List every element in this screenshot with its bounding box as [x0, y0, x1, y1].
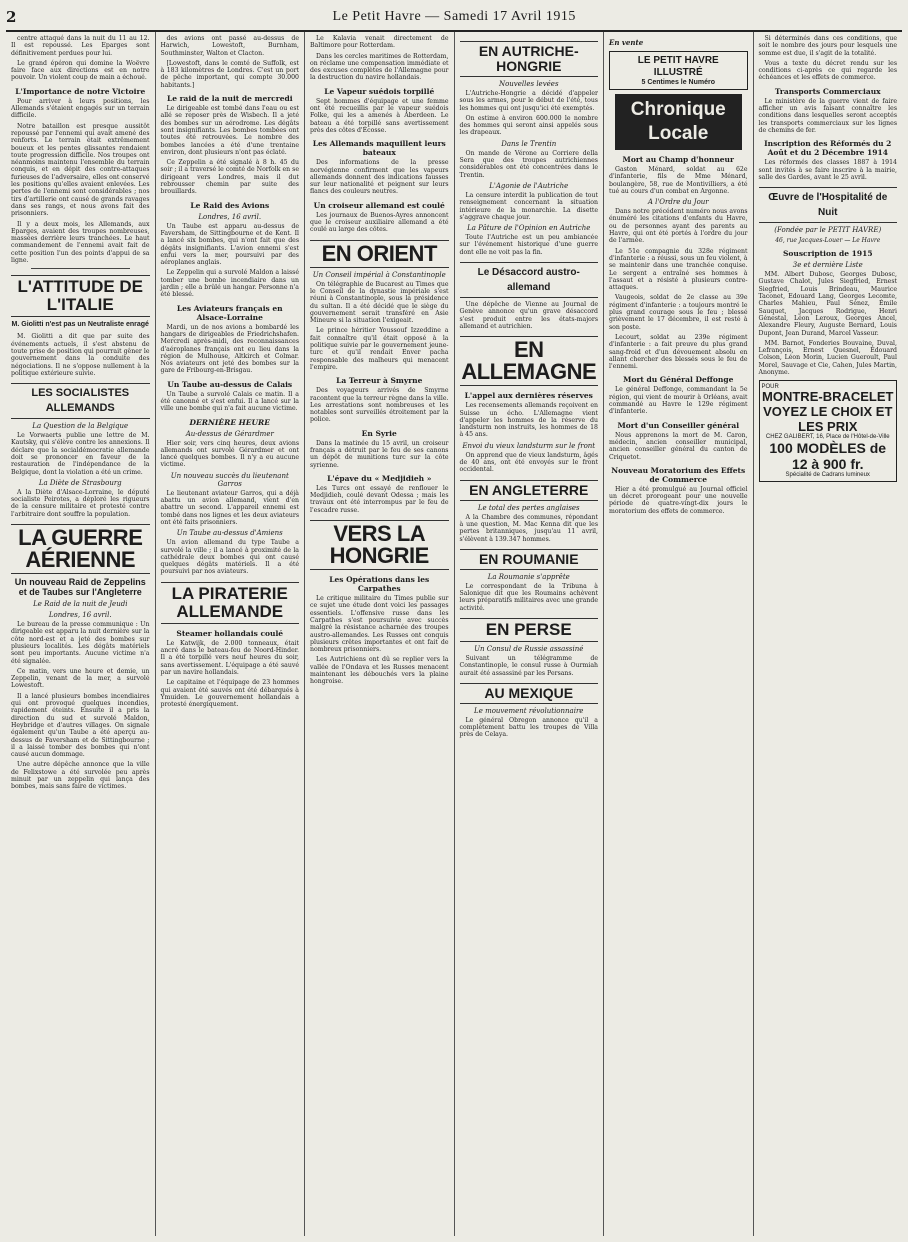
subheading: Le Raid de la nuit de Jeudi [33, 600, 128, 609]
section-heading: Les Aviateurs français en Alsace-Lorraine [176, 303, 283, 322]
article-text: Ce matin, vers une heure et demie, un Zeppelin, venant de la mer, a survolé Lowestoft. [11, 667, 150, 690]
article-text: On mande de Vérone au Corriere della Sera que des troupes autrichiennes considérables ont été concentrées dans le Trentin. [459, 149, 598, 179]
article-text: Dans notre précédent numéro nous avons énuméré les citations d'enfants du Havre, ou de personnes ayant des parents au Havre, qui ont été portés à l'ordre du jour de l'armée. [609, 208, 748, 245]
article-text: Des voyageurs arrivés de Smyrne racontent que la terreur règne dans la ville. Les arrestations sont nombreuses et les notables sont surveillés étroitement par la police. [310, 387, 449, 424]
section-heading: VERS LA HONGRIE [310, 520, 449, 570]
article-text: Un avion allemand du type Taube a survolé la ville ; il a lancé à proximité de la cathédrale deux bombes qui ont causé quelques dégâts matériels. Il a été poursuivi par nos aviateurs. [160, 539, 299, 576]
article-text: Le Katwijk, de 2.000 tonneaux, était ancré dans le bateau-feu de Noord-Hinder. Il a été torpillé vers neuf heures du soir, sans avertissement. L'équipage a été sauvé par un navire hollandais. [160, 639, 299, 676]
article-text: Vous a texte du décret rendu sur les conditions ci-après ce qui regarde les échéances et les effets de commerce. [758, 59, 897, 82]
en-vente-label: En vente [609, 38, 644, 47]
article-text: L'Autriche-Hongrie a décidé d'appeler sous les armes, pour le début de l'été, tous les hommes qui ont jusqu'ici été exemptés. [459, 90, 598, 112]
chronique-locale-banner: Chronique Locale [615, 94, 742, 150]
ad-specialite: Spécialité de Cadrans lumineux [785, 472, 870, 479]
article-text: Une dépêche de Vienne au Journal de Genève annonce qu'un grave désaccord s'est produit entre les états-majors allemand et autrichien. [459, 301, 598, 330]
section-heading: EN ALLEMAGNE [461, 337, 597, 385]
section-heading: Un croiseur allemand est coulé [313, 200, 445, 210]
section-heading: Inscription des Réformés du 2 Août et du 2 Décembre 1914 [764, 139, 892, 158]
subheading: Nouvelles levées [498, 80, 559, 88]
article-text: Les Autrichiens ont dû se replier vers la vallée de l'Ondava et les Russes menacent maintenant les débouchés vers la plaine hongroise. [310, 656, 449, 686]
section-heading: Mort au Champ d'honneur [622, 155, 734, 164]
subheading: Au-dessus de Gérardmer [185, 429, 274, 438]
section-heading: DERNIÈRE HEURE [189, 417, 270, 427]
section-heading: Transports Commerciaux [774, 86, 881, 96]
subheading: A l'Ordre du Jour [647, 198, 709, 207]
subheading: Les Opérations dans les Carpathes [329, 575, 430, 594]
subheading: Le total des pertes anglaises [477, 503, 580, 512]
section-heading: Les Allemands maquillent leurs bateaux [312, 139, 446, 158]
article-text: On estime à environ 600.000 le nombre des hommes qui seront ainsi appelés sous les drapeaux. [459, 114, 598, 137]
article-text: Gaston Ménard, soldat au 62e d'infanterie, fils de Mme Ménard, boulangère, 58, rue de Montivilliers, a été tué au cours d'un combat en Argonne. [609, 166, 748, 195]
page-title: Le Petit Havre — Samedi 17 Avril 1915 [332, 9, 576, 24]
section-heading: Le Désaccord austro-allemand [460, 262, 599, 298]
subheading: Dans le Trentin [501, 139, 557, 148]
section-heading: L'Importance de notre Victoire [15, 86, 146, 96]
masthead [6, 4, 902, 32]
subheading: Un nouveau succès du lieutenant Garros [170, 471, 289, 488]
article-text: On télégraphie de Bucarest au Times que le Conseil de la dynastie impériale s'est réuni à Constantinople, sous la présidence du sultan. Il a été décidé que le siège du gouvernement serait transféré en Asie Mineure si la situation l'exigeait. [310, 280, 449, 325]
section-heading: LES SOCIALISTES ALLEMANDS [11, 383, 150, 419]
article-text: Sept hommes d'équipage et une femme ont été recueillis par le vapeur suédois Folke, qui les a amenés à Aberdeen. Le bateau a été torpillé sans avertissement près des côtes d'Écosse. [310, 97, 449, 134]
article-text: Un Taube a survolé Calais ce matin. Il a été canonné et s'est enfui. Il a lancé sur la ville une bombe qui n'a fait aucune victime. [160, 390, 299, 413]
subheading: La Diète de Strasbourg [38, 478, 122, 487]
article-text: Le général Obregon annonce qu'il a complètement battu les troupes de Villa près de Celaya. [459, 716, 598, 739]
section-heading: LA GUERRE AÉRIENNE [11, 524, 150, 574]
article-text: On apprend que de vieux landsturm, âgés de 40 ans, ont été envoyés sur le front occidental. [459, 451, 598, 474]
article-text: Le correspondant de la Tribuna à Salonique dit que les Roumains achèvent leurs préparatifs militaires avec une grande activité. [459, 582, 598, 612]
column-1 [6, 32, 156, 1236]
article-text: Dans les cercles maritimes de Rotterdam, on réclame une compensation immédiate et des excuses complètes de l'Allemagne pour la destruction du navire hollandais. [310, 52, 449, 82]
section-heading: Œuvre de l'Hospitalité de Nuit [759, 187, 898, 223]
article-text: M. Giolitti a dit que par suite des événements actuels, il s'est abstenu de toute prise de position qui pourrait gêner le gouvernement dans la conduite des négociations. Il ne s'oppose nullement à la politique extérieure suivie. [11, 333, 150, 377]
article-text: Hier soir, vers cinq heures, deux avions allemands ont survolé Gérardmer et ont lancé quelques bombes. Il n'y a eu aucune victime. [160, 439, 299, 469]
section-heading: La Terreur à Smyrne [336, 376, 423, 386]
section-heading: Le raid de la nuit de mercredi [166, 94, 293, 104]
column-2 [156, 32, 306, 1236]
subheading: Un Conseil impérial à Constantinople [312, 270, 446, 279]
article-text: Toute l'Autriche est un peu ambiancée sur l'événement historique d'une guerre dont elle ne voit pas la fin. [459, 234, 598, 256]
divider [31, 268, 130, 269]
section-heading: Mort d'un Conseiller général [617, 420, 740, 430]
subheading: Steamer hollandais coulé [176, 628, 284, 638]
article-text: Le capitaine et l'équipage de 23 hommes qui avaient été sauvés ont été débarqués à Ymuiden. Le gouvernement hollandais a protesté énergiquement. [160, 679, 299, 709]
subheading: Souscription de 1915 [782, 249, 873, 259]
petit-havre-illustre-box [609, 51, 748, 90]
article-text: Le Zeppelin qui a survolé Maldon a laissé tomber une bombe incendiaire dans un jardin ; elle a brûlé un hangar. Personne n'a été blessé. [160, 269, 299, 299]
section-heading: EN ROUMANIE [460, 549, 599, 570]
column-6 [754, 32, 903, 1236]
article-text: Le Vorwaerts publie une lettre de M. Kautsky, qui s'élève contre les annexions. Il déclare que la socialdémocratie allemande doit se prononcer en faveur de la restauration de l'indépendance de la Belgique, dont la violation a été un crime. [11, 432, 150, 476]
section-heading: LA PIRATERIE ALLEMANDE [161, 582, 300, 624]
column-4 [455, 32, 605, 1236]
section-heading: En Syrie [361, 428, 397, 438]
article-text: Le critique militaire du Times publie sur ce sujet une étude dont voici les passages essentiels. L'offensive russe dans les Carpathes s'est poursuivie avec succès malgré la résistance acharnée des troupes austro-allemandes. Les Russes ont conquis plusieurs crêtes importantes et ont fait de nombreux prisonniers. [310, 595, 449, 654]
article-text: Le bureau de la presse communique : Un dirigeable est apparu la nuit dernière sur la côte nord-est et a jeté des bombes sur plusieurs localités. Les dégâts matériels sont peu importants. Aucune victime n'a été signalée. [11, 621, 150, 665]
subheading: La Roumanie s'apprête [487, 572, 570, 581]
article-text: Les Turcs ont essayé de renflouer le Medjidieh, coulé devant Odessa ; mais les travaux ont été interrompus par le feu de l'escadre russe. [310, 484, 449, 514]
article-text: Les journaux de Buenos-Ayres annoncent que le croiseur auxiliaire allemand a été coulé au large des côtes. [310, 211, 449, 234]
article-text: La censure interdit la publication de tout renseignement concernant la situation intérieure de la monarchie. La disette s'aggrave chaque jour. [459, 191, 598, 221]
article-text: Les réformés des classes 1887 à 1914 sont invités à se faire inscrire à la mairie, salle des Gardes, avant le 25 avril. [758, 159, 897, 181]
section-heading: AU MEXIQUE [460, 683, 599, 704]
subheading: Envoi du vieux landsturm sur le front [462, 441, 596, 450]
article-text: MM. Barnot, Fonderies Bouvaine, Duval, Lefrançois, Ernest Quesnel, Édouard Colson, Léon Morin, Lucien Gueroult, Paul Morel, Sauvage et Cie, Cahen, Jules Martin, Anonyme. [758, 339, 897, 377]
page-number: 2 [6, 8, 17, 26]
article-text: Une autre dépêche annonce que la ville de Felixstowe a été survolée peu après minuit par un zeppelin qui lança des bombes, mais sans faire de victimes. [11, 761, 150, 791]
subheading: L'appel aux dernières réserves [464, 391, 593, 401]
article-text: Notre bataillon est presque aussitôt repoussé par l'ennemi qui avait amené des renforts. Le terrain était extrêmement boueux et les pentes glissantes rendaient toute progression difficile. Nos troupes ont néanmoins maintenu l'ensemble du terrain conquis, et en dépit des contre-attaques furieuses de l'adversaire, elles ont conservé les positions qu'elles avaient enlevées. Les pertes de l'ennemi sont considérables ; nos tirs d'artillerie ont causé de grands ravages dans ses rangs, et nous avons fait des prisonniers. [11, 122, 150, 218]
subheading: La Question de la Belgique [32, 422, 129, 431]
section-heading: Le Vapeur suédois torpillé [324, 86, 435, 96]
article-text: Ce Zeppelin a été signalé à 8 h. 45 du soir ; il a traversé le comté de Norfolk en se dirigeant vers Londres, mais il dut rebrousser chemin par suite des brouillards. [160, 159, 299, 196]
article-text: Dans la matinée du 15 avril, un croiseur français a détruit par le feu de ses canons un dépôt de munitions turc sur la côte syrienne. [310, 439, 449, 469]
subheading: (Fondée par le PETIT HAVRE) [774, 226, 882, 235]
section-heading: Un Taube au-dessus de Calais [167, 379, 293, 389]
subheading: Un Taube au-dessus d'Amiens [176, 529, 283, 538]
article-text: Un Taube est apparu au-dessus de Faversham, de Sittingbourne et de Kent. Il a lancé six bombes, qui n'ont fait que des dégâts insignifiants. L'avion ennemi s'est enfui vers la mer, poursuivi par des aéroplanes anglais. [160, 222, 299, 267]
section-heading: Le Raid des Avions [190, 200, 270, 210]
dateline: Londres, 16 avril. [198, 212, 262, 221]
article-text: Vaugeois, soldat de 2e classe au 39e régiment d'infanterie : a toujours montré le plus grand courage sous le feu ; blessé grièvement le 17 décembre, il est resté à son poste. [609, 294, 748, 331]
ad-bracelet: MONTRE-BRACELET [762, 389, 894, 405]
section-heading: L'ATTITUDE DE L'ITALIE [11, 275, 150, 317]
article-text: Le 51e compagnie du 328e régiment d'infanterie : a réussi, sous un feu violent, à se maintenir dans une tranchée conquise. Le sergent a entraîné ses hommes à l'assaut et a résisté à plusieurs contre-attaques. [609, 247, 748, 292]
dateline: Londres, 16 avril. [48, 611, 112, 620]
article-text: Pour arriver à leurs positions, les Allemands s'étaient engagés sur un terrain difficile. [11, 97, 150, 120]
column-5 [604, 32, 754, 1236]
article-text: Le ministère de la guerre vient de faire afficher un avis faisant connaître les conditions dans lesquelles seront acceptés les transports commerciaux sur les lignes de chemins de fer. [758, 97, 897, 134]
article-text: A la Diète d'Alsace-Lorraine, le député socialiste Peirotes, a déploré les rigueurs de la censure militaire et protesté contre l'arbitraire dont souffre la population. [11, 488, 150, 518]
article-text: Si déterminés dans ces conditions, que soit le nombre des jours pour lesquels une somme est due, il s'agit de la totalité. [758, 35, 897, 57]
article-text: centre attaqué dans la nuit du 11 au 12. Il est repoussé. Les Eparges sont définitivement perdues pour lui. [11, 35, 150, 57]
article-text: Lecourt, soldat au 239e régiment d'infanterie : a fait preuve du plus grand sang-froid et d'un dévouement absolu en allant chercher des blessés sous le feu de l'ennemi. [609, 333, 748, 371]
ad-pour: POUR [761, 384, 779, 391]
columns [6, 32, 902, 1236]
article-text: A la Chambre des communes, répondant à une question, M. Mac Kenna dit que les pertes britanniques, jusqu'au 11 avril, s'élèvent à 139.347 hommes. [459, 513, 598, 543]
section-heading: EN AUTRICHE-HONGRIE [460, 41, 599, 77]
subheading: Le mouvement révolutionnaire [474, 706, 584, 715]
article-text: Suivant un télégramme de Constantinople, le consul russe à Ourmiah aurait été assassiné par les Persans. [459, 654, 598, 677]
article-text: Le grand épéron qui domine la Woëvre faire face aux directions est en notre pouvoir. Un violent coup de main a échoué. [11, 59, 150, 82]
article-text: Mardi, un de nos avions a bombardé les hangars de dirigeables de Friedrichshafen. Mercredi après-midi, des reconnaissances d'aéroplanes français ont eu lieu dans la région de Mulhouse, Altkirch et Colmar. Nos aviateurs ont jeté des bombes sur la gare de Fribourg-en-Brisgau. [160, 323, 299, 375]
ad-modeles: 100 MODÈLES de 12 à 900 fr. [769, 440, 887, 473]
article-text: Le général Deffonge, commandant la 5e région, qui vient de mourir à Orléans, avait commandé au Havre le 129e régiment d'infanterie. [609, 386, 748, 416]
section-heading: EN PERSE [460, 618, 599, 642]
section-heading: EN ANGLETERRE [460, 480, 599, 501]
address: 46, rue Jacques-Louer — Le Havre [775, 237, 881, 245]
ad-chez: CHEZ GALIBERT, 16, Place de l'Hôtel-de-Ville [765, 434, 890, 441]
section-heading: EN ORIENT [310, 240, 449, 268]
subheading: 3e et dernière Liste [792, 261, 863, 270]
article-text: Le prince héritier Youssouf Izzeddine a fait connaître qu'il était opposé à la politique suivie par le gouvernement jeune-turc et qu'il rendait Enver pacha responsable des malheurs qui menacent l'empire. [310, 327, 449, 371]
subheading: Un Consul de Russie assassiné [474, 644, 584, 653]
section-heading: Nouveau Moratorium des Effets de Commerce [611, 465, 746, 484]
article-text: Le dirigeable est tombé dans l'eau ou est allé se reposer près de Wisbech. Il a jeté des bombes sur un aérodrome. Les dégâts sont insignifiants. Les bombes tombées ont toutes été retrouvées. Le nombre des bombes lancées a été d'une trentaine environ, dont plusieurs n'ont pas éclaté. [160, 105, 299, 156]
supplement-price: 5 Centimes le Numéro [641, 79, 716, 86]
article-text: [Lowestoft, dans le comté de Suffolk, est à 183 kilomètres de Londres. C'est un port de pêche important, qui compte 30.000 habitants.] [160, 59, 299, 89]
article-text: Hier a été promulgué au Journal officiel un décret prorogeant pour une nouvelle période de quatre-vingt-dix jours le moratorium des effets de commerce. [609, 485, 748, 515]
subheading: L'Agonie de l'Autriche [489, 181, 569, 190]
article-text: Les recensements allemands reçoivent en Suisse un écho. L'Allemagne vient d'appeler les hommes de la réserve du landsturm non instruits, les hommes de 18 à 45 ans. [459, 402, 598, 439]
article-text: Le Kalavia venait directement de Baltimore pour Rotterdam. [310, 35, 449, 50]
subheading: Un nouveau Raid de Zeppelins et de Taubes sur l'Angleterre [14, 577, 146, 598]
article-text: Des informations de la presse norvégienne confirment que les vapeurs allemands donnent des indications fausses sur leur nationalité et peignent sur leurs flancs des couleurs neutres. [310, 159, 449, 196]
advertisement-galibert [759, 380, 898, 482]
subheading: La Pâture de l'Opinion en Autriche [467, 224, 591, 233]
section-heading: L'épave du « Medjidieh » [327, 473, 432, 483]
article-text: des avions ont passé au-dessus de Harwich, Lowestoft, Burnham, Southminster, Walton et Clacton. [160, 35, 299, 57]
article-text: Nous apprenons la mort de M. Caron, médecin, ancien conseiller municipal, ancien conseiller général du canton de Criquetot. [609, 431, 748, 461]
supplement-title: LE PETIT HAVRE ILLUSTRÉ [637, 55, 719, 78]
subheading: M. Giolitti n'est pas un Neutraliste enragé [11, 321, 149, 329]
article-text: MM. Albert Dubosc, Georges Dubosc, Gustave Chalot, Jules Siegfried, Ernest Siegfried, Louis Brindeau, Maurice Taconet, Edouard Lang, Georges Lecomte, Charles Mahieu, Paul Sénez, Émile Sauquet, Jacques Rodrigue, Henri Génestal, Léon Leroux, Georges Ancel, Alexandre Fleury, Auguste Bernard, Louis Dupont, Jean Durand, Marcel Vasseur. [758, 271, 897, 337]
article-text: Il a lancé plusieurs bombes incendiaires qui ont provoqué quelques incendies, rapidement éteints. Ensuite il a pris la direction du sud et survolé Maldon, Heybridge et d'autres villages. On signale également qu'un Taube a été aperçu au-dessus de Faversham et de Sittingbourne ; il a laissé tomber des bombes qui n'ont causé aucun dommage. [11, 692, 150, 759]
article-text: Il y a deux mois, les Allemands, aux Eparges, avaient des troupes nombreuses, massées derrière leurs tranchées. Le haut commandement de l'ennemi avait fait de cette position l'un des points d'appui de sa ligne. [11, 220, 150, 265]
column-3 [305, 32, 455, 1236]
section-heading: Mort du Général Deffonge [623, 375, 734, 385]
ad-voyez: VOYEZ LE CHOIX ET LES PRIX [763, 404, 893, 435]
article-text: Le lieutenant aviateur Garros, qui a déjà abattu un avion allemand, vient d'en abattre un second. L'appareil ennemi est tombé dans nos lignes et les deux aviateurs ont été faits prisonniers. [160, 489, 299, 526]
